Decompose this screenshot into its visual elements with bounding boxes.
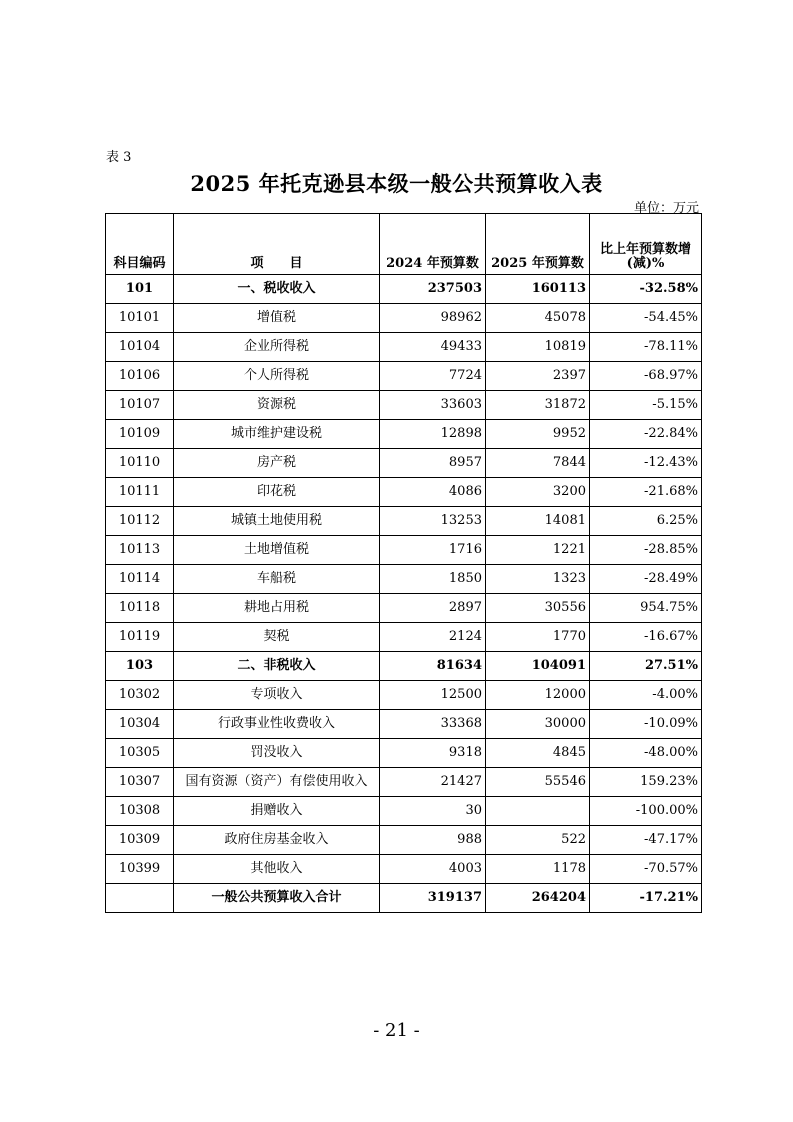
cell-item: 土地增值税 xyxy=(174,536,380,565)
cell-change-pct: -68.97% xyxy=(590,362,702,391)
cell-code: 10110 xyxy=(106,449,174,478)
cell-2025-budget: 10819 xyxy=(486,333,590,362)
cell-change-pct: -17.21% xyxy=(590,884,702,913)
cell-2024-budget: 30 xyxy=(380,797,486,826)
cell-change-pct: -5.15% xyxy=(590,391,702,420)
cell-code: 10101 xyxy=(106,304,174,333)
table-row xyxy=(106,362,702,391)
cell-item: 房产税 xyxy=(174,449,380,478)
cell-change-pct: -32.58% xyxy=(590,275,702,304)
cell-change-pct: -54.45% xyxy=(590,304,702,333)
cell-change-pct: -48.00% xyxy=(590,739,702,768)
cell-item: 城市维护建设税 xyxy=(174,420,380,449)
cell-item: 一、税收收入 xyxy=(174,275,380,304)
cell-2024-budget: 12500 xyxy=(380,681,486,710)
cell-2025-budget: 160113 xyxy=(486,275,590,304)
table-row xyxy=(106,333,702,362)
cell-item: 城镇土地使用税 xyxy=(174,507,380,536)
cell-2024-budget: 1716 xyxy=(380,536,486,565)
cell-code: 10309 xyxy=(106,826,174,855)
cell-item: 罚没收入 xyxy=(174,739,380,768)
cell-code: 10107 xyxy=(106,391,174,420)
cell-2024-budget: 7724 xyxy=(380,362,486,391)
cell-2025-budget: 264204 xyxy=(486,884,590,913)
table-row xyxy=(106,478,702,507)
table-row xyxy=(106,768,702,797)
cell-code: 10307 xyxy=(106,768,174,797)
cell-code: 103 xyxy=(106,652,174,681)
cell-change-pct: -4.00% xyxy=(590,681,702,710)
cell-2025-budget: 14081 xyxy=(486,507,590,536)
cell-2025-budget: 31872 xyxy=(486,391,590,420)
cell-change-pct: -100.00% xyxy=(590,797,702,826)
table-header-row xyxy=(106,214,702,275)
cell-2025-budget: 30000 xyxy=(486,710,590,739)
cell-item: 政府住房基金收入 xyxy=(174,826,380,855)
cell-2025-budget: 45078 xyxy=(486,304,590,333)
cell-2025-budget xyxy=(486,797,590,826)
cell-2024-budget: 49433 xyxy=(380,333,486,362)
cell-2025-budget: 1178 xyxy=(486,855,590,884)
cell-change-pct: -28.49% xyxy=(590,565,702,594)
table-row xyxy=(106,420,702,449)
table-row xyxy=(106,739,702,768)
cell-2025-budget: 30556 xyxy=(486,594,590,623)
table-row xyxy=(106,536,702,565)
cell-item: 耕地占用税 xyxy=(174,594,380,623)
cell-code xyxy=(106,884,174,913)
cell-change-pct: -70.57% xyxy=(590,855,702,884)
cell-2024-budget: 21427 xyxy=(380,768,486,797)
cell-2024-budget: 13253 xyxy=(380,507,486,536)
table-body xyxy=(106,275,702,913)
cell-change-pct: -12.43% xyxy=(590,449,702,478)
table-row xyxy=(106,652,702,681)
cell-item: 国有资源（资产）有偿使用收入 xyxy=(174,768,380,797)
table-row xyxy=(106,623,702,652)
col-header-item: 项 目 xyxy=(174,214,380,275)
cell-2024-budget: 33603 xyxy=(380,391,486,420)
cell-item: 企业所得税 xyxy=(174,333,380,362)
cell-item: 其他收入 xyxy=(174,855,380,884)
cell-2025-budget: 1770 xyxy=(486,623,590,652)
cell-item: 二、非税收入 xyxy=(174,652,380,681)
cell-2024-budget: 4086 xyxy=(380,478,486,507)
cell-change-pct: -22.84% xyxy=(590,420,702,449)
table-row xyxy=(106,855,702,884)
table-row xyxy=(106,304,702,333)
table-row xyxy=(106,884,702,913)
cell-item: 捐赠收入 xyxy=(174,797,380,826)
cell-2024-budget: 4003 xyxy=(380,855,486,884)
table-row xyxy=(106,826,702,855)
page-number: - 21 - xyxy=(373,1020,420,1041)
cell-2024-budget: 2124 xyxy=(380,623,486,652)
cell-code: 10119 xyxy=(106,623,174,652)
cell-code: 10308 xyxy=(106,797,174,826)
table-row xyxy=(106,710,702,739)
cell-change-pct: 6.25% xyxy=(590,507,702,536)
cell-change-pct: 159.23% xyxy=(590,768,702,797)
cell-item: 行政事业性收费收入 xyxy=(174,710,380,739)
cell-2024-budget: 319137 xyxy=(380,884,486,913)
cell-item: 个人所得税 xyxy=(174,362,380,391)
cell-code: 10109 xyxy=(106,420,174,449)
cell-code: 10305 xyxy=(106,739,174,768)
cell-2024-budget: 2897 xyxy=(380,594,486,623)
unit-label: 单位：万元 xyxy=(633,201,699,216)
cell-2024-budget: 33368 xyxy=(380,710,486,739)
cell-code: 10104 xyxy=(106,333,174,362)
cell-code: 10118 xyxy=(106,594,174,623)
cell-change-pct: -78.11% xyxy=(590,333,702,362)
cell-2025-budget: 9952 xyxy=(486,420,590,449)
table-row xyxy=(106,681,702,710)
cell-code: 10106 xyxy=(106,362,174,391)
table-row xyxy=(106,594,702,623)
cell-change-pct: 954.75% xyxy=(590,594,702,623)
cell-change-pct: -28.85% xyxy=(590,536,702,565)
cell-2025-budget: 522 xyxy=(486,826,590,855)
col-header-code: 科目编码 xyxy=(106,214,174,275)
cell-2024-budget: 988 xyxy=(380,826,486,855)
cell-2025-budget: 104091 xyxy=(486,652,590,681)
table-row xyxy=(106,449,702,478)
cell-code: 10302 xyxy=(106,681,174,710)
cell-code: 10399 xyxy=(106,855,174,884)
cell-2025-budget: 4845 xyxy=(486,739,590,768)
cell-item: 专项收入 xyxy=(174,681,380,710)
table-label: 表 3 xyxy=(106,150,132,165)
cell-change-pct: 27.51% xyxy=(590,652,702,681)
cell-2025-budget: 1221 xyxy=(486,536,590,565)
table-row xyxy=(106,391,702,420)
cell-item: 印花税 xyxy=(174,478,380,507)
cell-change-pct: -21.68% xyxy=(590,478,702,507)
cell-code: 10113 xyxy=(106,536,174,565)
cell-item: 一般公共预算收入合计 xyxy=(174,884,380,913)
cell-2024-budget: 12898 xyxy=(380,420,486,449)
cell-2024-budget: 81634 xyxy=(380,652,486,681)
col-header-2025: 2025 年预算数 xyxy=(486,214,590,275)
cell-2025-budget: 1323 xyxy=(486,565,590,594)
cell-code: 10304 xyxy=(106,710,174,739)
cell-2024-budget: 8957 xyxy=(380,449,486,478)
cell-2024-budget: 1850 xyxy=(380,565,486,594)
cell-2024-budget: 9318 xyxy=(380,739,486,768)
cell-code: 10114 xyxy=(106,565,174,594)
cell-2025-budget: 3200 xyxy=(486,478,590,507)
table-row xyxy=(106,565,702,594)
cell-item: 车船税 xyxy=(174,565,380,594)
cell-change-pct: -47.17% xyxy=(590,826,702,855)
cell-item: 契税 xyxy=(174,623,380,652)
cell-2025-budget: 12000 xyxy=(486,681,590,710)
budget-table xyxy=(105,213,702,913)
cell-item: 增值税 xyxy=(174,304,380,333)
cell-2025-budget: 55546 xyxy=(486,768,590,797)
cell-change-pct: -16.67% xyxy=(590,623,702,652)
table-row xyxy=(106,797,702,826)
col-header-2024: 2024 年预算数 xyxy=(380,214,486,275)
cell-code: 101 xyxy=(106,275,174,304)
cell-2024-budget: 98962 xyxy=(380,304,486,333)
col-header-change: 比上年预算数增(减)% xyxy=(590,214,702,275)
page-title: 2025 年托克逊县本级一般公共预算收入表 xyxy=(190,171,603,196)
cell-2025-budget: 7844 xyxy=(486,449,590,478)
cell-code: 10112 xyxy=(106,507,174,536)
cell-2024-budget: 237503 xyxy=(380,275,486,304)
cell-item: 资源税 xyxy=(174,391,380,420)
table-row xyxy=(106,507,702,536)
cell-code: 10111 xyxy=(106,478,174,507)
table-row xyxy=(106,275,702,304)
cell-change-pct: -10.09% xyxy=(590,710,702,739)
cell-2025-budget: 2397 xyxy=(486,362,590,391)
